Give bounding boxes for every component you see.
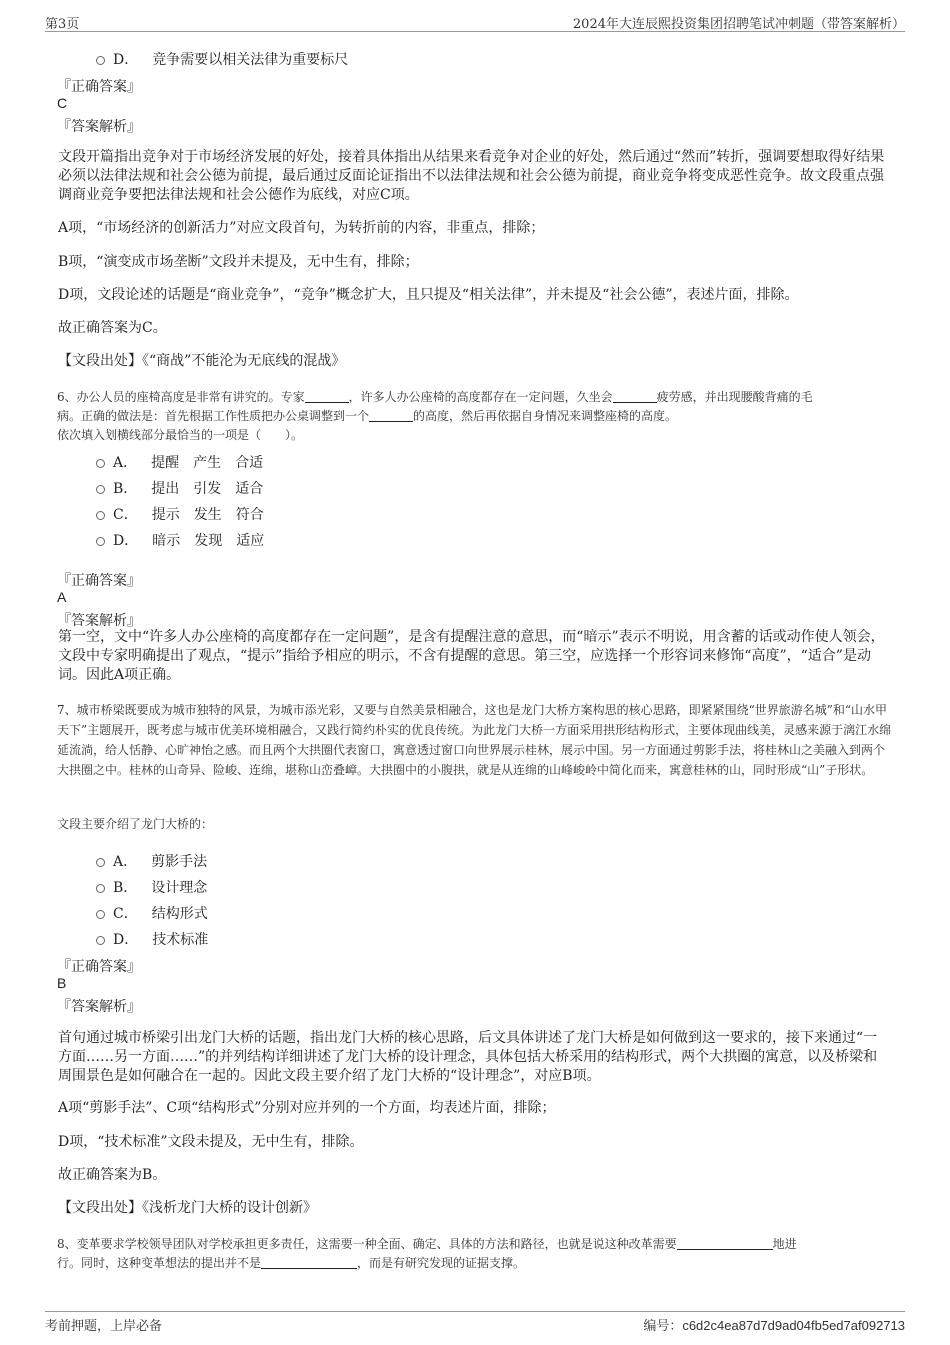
- question-6-stem: 6、办公人员的座椅高度是非常有讲究的。专家 ，许多人办公座椅的高度都存在一定问题，久坐会 疲劳感，并出现腰酸背痛的毛 病。正确的做法是：首先根据工作性质把办公桌调整到一个 的高度，然后再依据自身情况来调整座椅的高度。 依次填入划横线部分最恰当的一项是（ ）。: [57, 390, 813, 442]
- answer-value: C: [57, 95, 68, 111]
- q6-option-a[interactable]: A． 提醒 产生 合适: [96, 452, 263, 472]
- question-7-stem: 文段主要介绍了龙门大桥的：: [57, 817, 214, 831]
- footer-slogan: 考前押题，上岸必备: [45, 1319, 163, 1334]
- question-7-passage: 7、城市桥梁既要成为城市独特的风景，为城市添光彩，又要与自然美景相融合，这也是龙门大桥方案构思的核心思路，即紧紧围绕“世界旅游名城”和“山水甲天下”主题展开，既考虑与城市优美环境相融合，又践行简约朴实的优良传统。为此龙门大桥一方面采用拱形结构形式，主要体现曲线美，灵感来源于漓江水绵延流淌，给人恬静、心旷神怡之感。而且两个大拱圈代表窗口，寓意透过窗口向世界展示桂林，展示中国。另一方面通过剪影手法，将桂林山之美融入到两个大拱圈之中。桂林的山奇异、险峻、连绵，堪称山峦叠嶂。大拱圈中的小腹拱，就是从连绵的山峰峻岭中简化而来，寓意桂林的山，同时形成“山”子形状。: [57, 703, 892, 777]
- answer-value: A: [57, 589, 67, 605]
- analysis-paragraph: 文段开篇指出竞争对于市场经济发展的好处，接着具体指出从结果来看竞争对企业的好处，然后通过“然而”转折，强调要想取得好结果必须以法律法规和社会公德为前提，最后通过反面论证指出不以法律法规和社会公德为前提，商业竞争将变成恶性竞争。故文段重点强调商业竞争要把法律法规和社会公德作为底线，对应C项。: [58, 149, 885, 203]
- analysis-label: 『答案解析』: [57, 119, 141, 135]
- analysis-paragraph: B项，“演变成市场垄断”文段并未提及，无中生有，排除；: [58, 254, 419, 270]
- q7-option-c[interactable]: C． 结构形式: [96, 903, 208, 923]
- analysis-paragraph: 第一空，文中“许多人办公座椅的高度都存在一定问题”，是含有提醒注意的意思，而“暗示”表示不明说，用含蓄的话或动作使人领会，文段中专家明确提出了观点，“提示”指给予相应的明示，不含有提醒的意思。第三空，应选择一个形容词来修饰“高度”，“适合”是动词。因此A项正确。: [58, 629, 885, 683]
- analysis-paragraph: 故正确答案为C。: [58, 320, 167, 336]
- page-footer: [45, 1311, 905, 1333]
- question-8-stem: 8、变革要求学校领导团队对学校承担更多责任，这需要一种全面、确定、具体的方法和路径，也就是说这种改革需要 地进 行。同时，这种变革想法的提出并不是 ，而是有研究发现的证据支撑。: [57, 1237, 797, 1270]
- blank-2: [261, 1256, 357, 1269]
- radio-icon[interactable]: [96, 936, 105, 945]
- answer-label: 『正确答案』: [57, 573, 141, 589]
- blank-1: [305, 390, 349, 403]
- analysis-paragraph: D项，“技术标准”文段未提及，无中生有，排除。: [58, 1134, 364, 1150]
- radio-icon[interactable]: [96, 884, 105, 893]
- radio-icon[interactable]: [96, 459, 105, 468]
- radio-icon[interactable]: [96, 537, 105, 546]
- radio-icon[interactable]: [96, 511, 105, 520]
- answer-label: 『正确答案』: [57, 79, 141, 95]
- page-number: 第3页: [45, 17, 80, 32]
- analysis-label: 『答案解析』: [57, 999, 141, 1015]
- q6-option-d[interactable]: D． 暗示 发现 适应: [96, 530, 264, 550]
- q7-option-b[interactable]: B． 设计理念: [96, 877, 207, 897]
- source-note: 【文段出处】《“商战”不能沦为无底线的混战》: [58, 353, 346, 369]
- analysis-paragraph: A项“剪影手法”、C项“结构形式”分别对应并列的一个方面，均表述片面，排除；: [58, 1100, 556, 1116]
- q6-option-c[interactable]: C． 提示 发生 符合: [96, 504, 264, 524]
- q6-option-b[interactable]: B． 提出 引发 适合: [96, 478, 263, 498]
- radio-icon[interactable]: [96, 485, 105, 494]
- analysis-paragraph: 首句通过城市桥梁引出龙门大桥的话题，指出龙门大桥的核心思路，后文具体讲述了龙门大桥是如何做到这一要求的，接下来通过“一方面……另一方面……”的并列结构详细讲述了龙门大桥的设计理念，具体包括大桥采用的结构形式，两个大拱圈的寓意，以及桥梁和周围景色是如何融合在一起的。因此文段主要介绍了龙门大桥的“设计理念”，对应B项。: [58, 1030, 878, 1084]
- q5-option-d[interactable]: D． 竞争需要以相关法律为重要标尺: [96, 49, 348, 69]
- blank-1: [677, 1237, 773, 1250]
- radio-icon[interactable]: [96, 56, 105, 65]
- analysis-paragraph: D项，文段论述的话题是“商业竞争”，“竞争”概念扩大，且只提及“相关法律”，并未提及“社会公德”，表述片面，排除。: [58, 287, 799, 303]
- page-header: [45, 10, 905, 32]
- q7-option-d[interactable]: D． 技术标准: [96, 929, 208, 949]
- answer-label: 『正确答案』: [57, 959, 141, 975]
- blank-2: [613, 390, 657, 403]
- radio-icon[interactable]: [96, 910, 105, 919]
- analysis-label: 『答案解析』: [57, 613, 141, 629]
- document-title: 2024年大连辰熙投资集团招聘笔试冲刺题（带答案解析）: [572, 17, 905, 32]
- document-code: 编号：c6d2c4ea87d7d9ad04fb5ed7af092713: [643, 1318, 905, 1334]
- analysis-paragraph: A项，“市场经济的创新活力”对应文段首句，为转折前的内容，非重点，排除；: [58, 220, 545, 236]
- blank-3: [369, 409, 413, 422]
- analysis-paragraph: 故正确答案为B。: [58, 1167, 167, 1183]
- answer-value: B: [57, 975, 67, 991]
- radio-icon[interactable]: [96, 858, 105, 867]
- source-note: 【文段出处】《浅析龙门大桥的设计创新》: [58, 1200, 317, 1216]
- q7-option-a[interactable]: A． 剪影手法: [96, 851, 207, 871]
